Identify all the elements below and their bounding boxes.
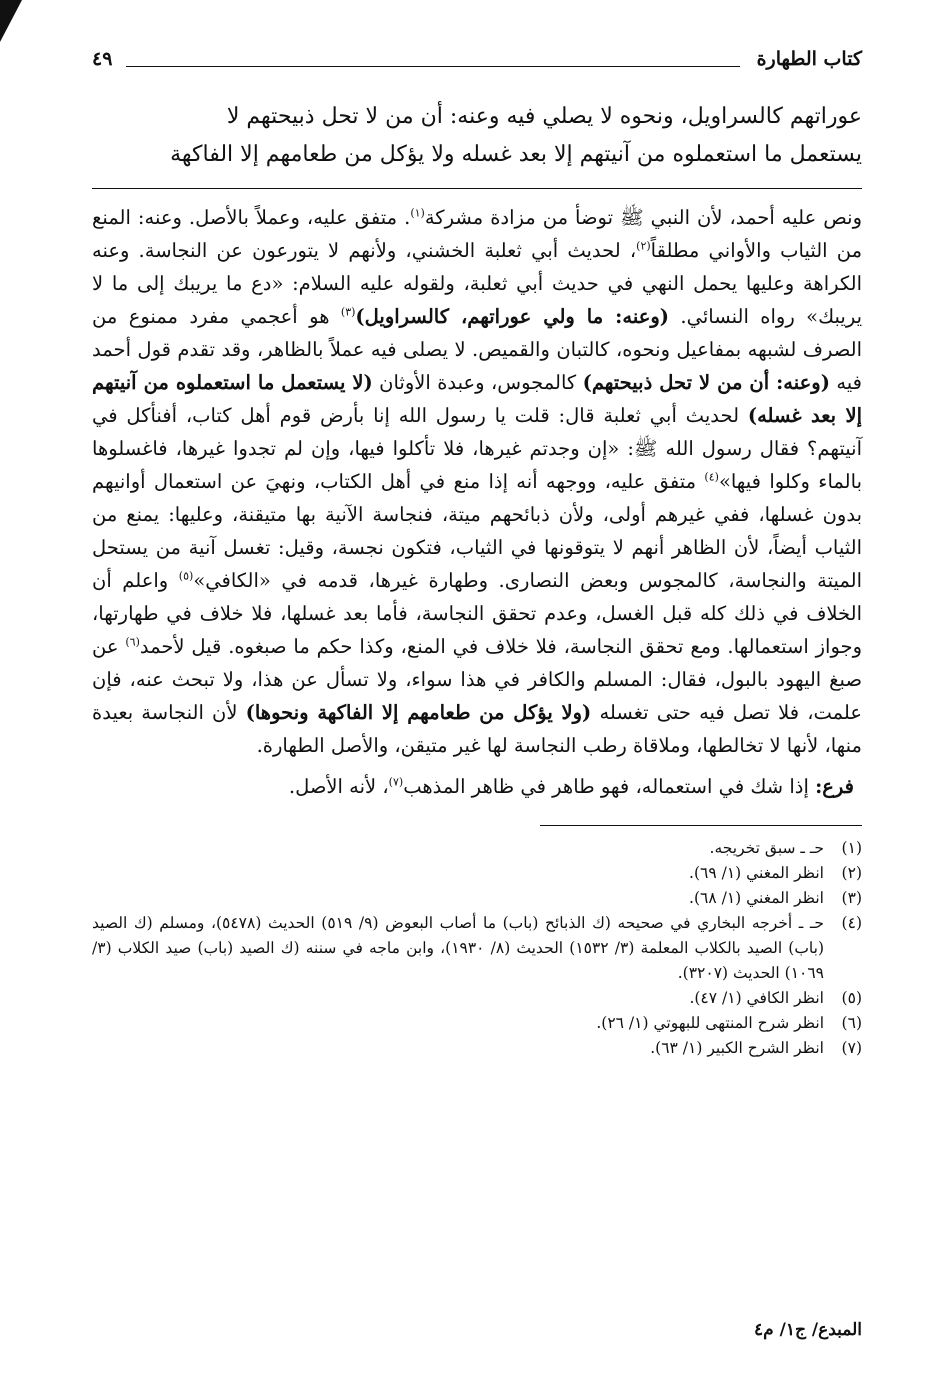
footnote [92,911,862,986]
footnote-text: انظر المغني (١/ ٦٩). [689,864,824,882]
text-run: ، لأنه الأصل. [288,775,389,798]
footnote-number: (٥) [841,989,862,1007]
far-label: فرع: [815,775,854,798]
matn-separator [92,188,862,189]
footnotes [92,836,862,1061]
footnote-separator [540,825,862,826]
book-title: كتاب الطهارة [756,48,862,70]
footnote-ref: (٤) [704,470,719,484]
footnote-text: انظر المغني (١/ ٦٨). [689,889,824,907]
text-run: إذا شك في استعماله، فهو طاهر في ظاهر المذهب [403,775,809,798]
bold-quote: (ولا يؤكل من طعامهم إلا الفاكهة ونحوها) [245,701,592,724]
footnote-number: (٤) [841,914,862,932]
footnote-number: (٣) [841,889,862,907]
header-rule [126,66,740,67]
bold-quote: (وعنه: أن من لا تحل ذبيحتهم) [582,371,830,394]
text-run: هو أعجمي مفرد ممنوع من الصرف لشبهه بمفاعيل ونحوه، كالتبان والقميص. لا يصلى فيه عملاً بالظاهر، وقد تقدم قول أحمد فيه [92,305,863,394]
footnote [92,836,862,861]
footnote-number: (٢) [841,864,862,882]
corner-crop-mark [0,0,22,42]
footnote-ref: (٦) [125,635,140,649]
footnote [92,1011,862,1036]
footnote-ref: (٣) [340,305,356,319]
footnote-number: (٧) [841,1039,862,1057]
text-run: ، لحديث أبي ثعلبة الخشني، ولأنهم لا يتورعون عن النجاسة. وعنه الكراهة وعليها يحمل النهي في حديث أبي ثعلبة، ولقوله عليه السلام: «دع ما يريبك إلى ما لا يريبك» رواه النسائي. [92,239,862,328]
footnote-text: انظر الشرح الكبير (١/ ٦٣). [650,1039,824,1057]
commentary-paragraph [92,201,862,762]
footnote [92,986,862,1011]
text-run: كالمجوس، وعبدة الأوثان [379,371,577,394]
footnote-text: انظر الكافي (١/ ٤٧). [689,989,824,1007]
text-run: عن صبغ اليهود بالبول، فقال: المسلم والكافر في هذا سواء، ولا تسأل عن هذا، ولا تبحث عنه، فإن علمت، فلا تصل فيه حتى تغسله [92,635,863,724]
matn-text [92,98,862,174]
bold-quote: (وعنه: ما ولي عوراتهم، كالسراويل) [355,305,669,328]
text-run: واعلم أن الخلاف في ذلك كله قبل الغسل، وعدم تحقق النجاسة، فأما بعد غسلها، فلا خلاف في طهارتها، وجواز استعمالها. ومع تحقق النجاسة، فلا خلاف في المنع، وكذا حكم ما صبغوه. قيل لأحمد [92,569,862,658]
text-run: ونص عليه أحمد، لأن النبي ﷺ توضأ من مزادة مشركة [424,206,862,229]
signature-mark: المبدع/ ج١/ م٤ [754,1320,862,1340]
commentary-paragraph [92,770,862,803]
footnote-number: (٦) [841,1014,862,1032]
text-run: لحديث أبي ثعلبة قال: قلت يا رسول الله إنا بأرض قوم أهل كتاب، أفنأكل في آنيتهم؟ فقال رسول الله ﷺ: «إن وجدتم غيرها، فلا تأكلوا فيها، وإن لم تجدوا غيرها، فاغسلوها بالماء وكلوا فيها» [92,404,862,493]
footnote-number: (١) [841,839,862,857]
page-number: ٤٩ [92,48,113,70]
footnote-ref: (٢) [636,239,651,253]
footnote-text: حـ ـ سبق تخريجه. [709,839,824,857]
text-run: لأن النجاسة بعيدة منها، لأنها لا تخالطها، وملاقاة رطب النجاسة لها غير متيقن، والأصل الطهارة. [92,701,862,757]
commentary [92,201,862,803]
footnote-text: حـ ـ أخرجه البخاري في صحيحه (ك الذبائح (باب) ما أصاب البعوض (٩/ ٥١٩) الحديث (٥٤٧٨)، ومسلم (ك الصيد (باب) الصيد بالكلاب المعلمة (٣/ ١٥٣٢) الحديث (٨/ ١٩٣٠)، وابن ماجه في سننه (ك الصيد (باب) صيد الكلاب (٣/ ١٠٦٩) الحديث (٣٢٠٧). [92,914,825,982]
matn-line: عوراتهم كالسراويل، ونحوه لا يصلي فيه وعنه: أن من لا تحل ذبيحتهم لا [226,104,862,129]
footnote-ref: (٥) [178,569,194,583]
footnote-text: انظر شرح المنتهى للبهوتي (١/ ٢٦). [596,1014,824,1032]
matn-line: يستعمل ما استعملوه من آنيتهم إلا بعد غسله ولا يؤكل من طعامهم إلا الفاكهة [170,142,862,167]
footnote [92,886,862,911]
book-page [92,40,862,1350]
text-run: . متفق عليه، وعملاً بالأصل. وعنه: المنع من الثياب والأواني مطلقاً [92,206,863,262]
text-run: متفق عليه، ووجهه أنه إذا منع في أهل الكتاب، ونهيَ عن استعمال أوانيهم بدون غسلها، ففي غيرهم أولى، ولأن ذبائحهم ميتة، فنجاسة الآنية بها متيقنة، وعليها: يمنع من الثياب أيضاً، لأن الظاهر أنهم لا يتوقونها في الثياب، فتكون نجسة، وقيل: تغسل آنية من يستحل الميتة والنجاسة، كالمجوس وبعض النصارى. وطهارة غيرها، قدمه في «الكافي» [92,470,862,592]
bold-quote: (لا يستعمل ما استعملوه من آنيتهم إلا بعد غسله) [92,371,862,427]
footnote [92,861,862,886]
footnote [92,1036,862,1061]
running-header [92,40,862,78]
footnote-ref: (٧) [388,775,404,789]
footnote-ref: (١) [410,206,425,220]
